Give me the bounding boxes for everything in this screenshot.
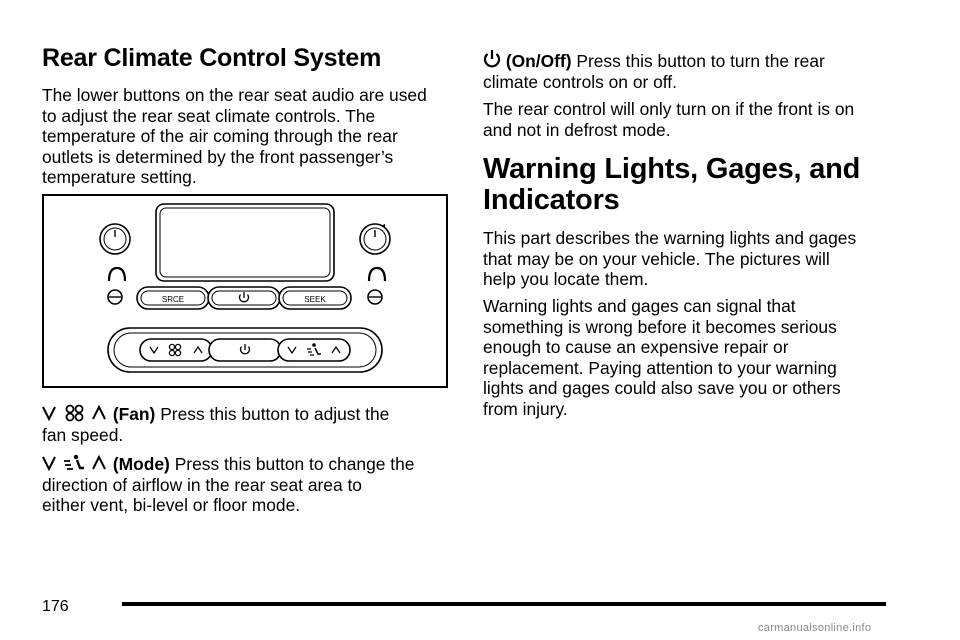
fan-text: Press this button to adjust the <box>160 404 390 424</box>
mode-button <box>278 339 350 361</box>
front-requirement-note <box>483 99 854 140</box>
intro-paragraph <box>42 85 427 188</box>
intro-line: to adjust the rear seat climate controls. The <box>42 105 376 126</box>
fan-control-symbol-icon <box>42 404 108 422</box>
intro-line: temperature of the air coming through the rear <box>42 126 398 147</box>
rear-climate-panel-illustration <box>42 194 448 388</box>
note-line: The rear control will only turn on if the front is on <box>483 99 855 119</box>
mode-label: (Mode) <box>112 454 170 474</box>
para-line: Warning lights and gages can signal that <box>483 296 796 316</box>
footer-rule <box>122 602 886 606</box>
intro-line: outlets is determined by the front passenger’s <box>42 146 394 167</box>
section-heading-warning-lights <box>483 153 860 185</box>
onoff-description <box>483 49 825 92</box>
onoff-text: climate controls on or off. <box>483 71 677 92</box>
warning-importance-paragraph <box>483 296 841 420</box>
heading-line: Warning Lights, Gages, and <box>483 153 861 185</box>
mode-text: either vent, bi-level or floor mode. <box>42 495 301 516</box>
watermark: carmanualsonline.info <box>758 622 872 634</box>
fan-description <box>42 404 389 445</box>
intro-line: temperature setting. <box>42 167 197 188</box>
para-line: something is wrong before it becomes serious <box>483 316 837 337</box>
para-line: This part describes the warning lights and gages <box>483 228 857 248</box>
warning-intro-paragraph <box>483 228 856 290</box>
power-icon <box>483 49 501 69</box>
note-line: and not in defrost mode. <box>483 119 671 140</box>
onoff-text: Press this button to turn the rear <box>576 51 825 71</box>
mode-control-symbol-icon <box>42 454 108 472</box>
section-heading-warning-lights-cont <box>483 184 620 216</box>
onoff-label: (On/Off) <box>505 51 572 71</box>
page-number: 176 <box>42 598 69 615</box>
heading-line: Indicators <box>483 184 620 216</box>
mode-text: direction of airflow in the rear seat area to <box>42 474 362 495</box>
display-screen <box>156 204 334 281</box>
para-line: from injury. <box>483 398 568 419</box>
fan-button <box>140 339 212 361</box>
para-line: that may be on your vehicle. The pictures will <box>483 248 830 269</box>
para-line: enough to cause an expensive repair or <box>483 337 789 358</box>
fan-label: (Fan) <box>112 404 156 424</box>
intro-line: The lower buttons on the rear seat audio are used <box>42 85 427 105</box>
seek-button-label: SEEK <box>304 295 326 304</box>
para-line: replacement. Paying attention to your warning <box>483 357 837 378</box>
srce-button-label: SRCE <box>161 295 185 304</box>
mode-description <box>42 454 414 516</box>
mode-text: Press this button to change the <box>174 454 415 474</box>
para-line: help you locate them. <box>483 269 649 290</box>
para-line: lights and gages could also save you or others <box>483 378 841 399</box>
section-heading-rear-climate: Rear Climate Control System <box>42 44 382 72</box>
fan-text: fan speed. <box>42 424 124 445</box>
